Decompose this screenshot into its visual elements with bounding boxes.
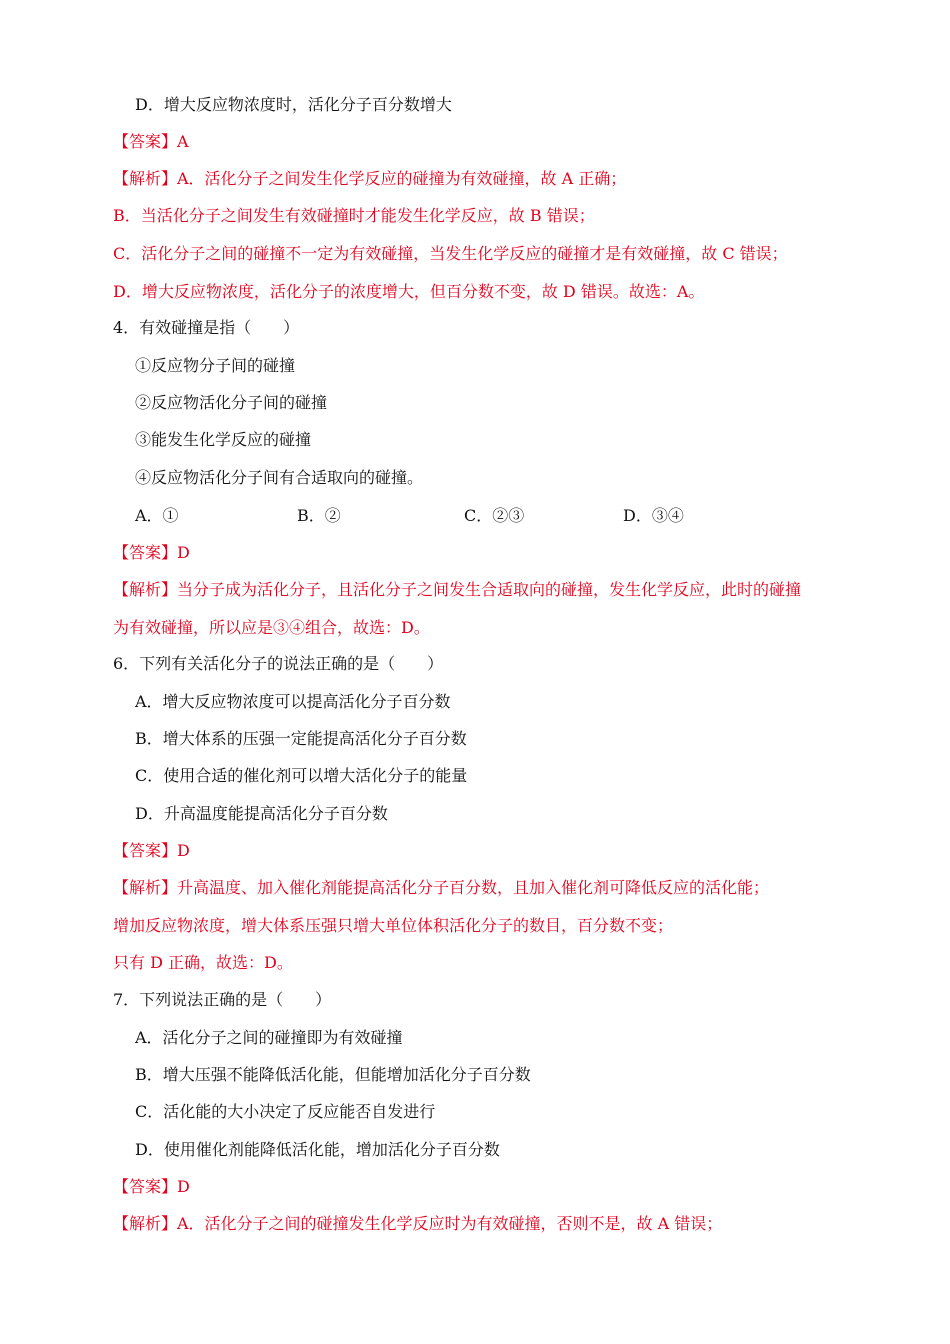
- q4-statement-1: ①反应物分子间的碰撞: [135, 356, 296, 375]
- q3-explanation-a: 【解析】A．活化分子之间发生化学反应的碰撞为有效碰撞，故 A 正确；: [113, 169, 627, 188]
- q6-option-c: C．使用合适的催化剂可以增大活化分子的能量: [135, 766, 468, 785]
- q7-option-c: C．活化能的大小决定了反应能否自发进行: [135, 1102, 436, 1121]
- q4-statement-2: ②反应物活化分子间的碰撞: [135, 393, 328, 412]
- q6-question: 6．下列有关活化分子的说法正确的是（ ）: [113, 654, 444, 673]
- q3-explanation-b: B．当活化分子之间发生有效碰撞时才能发生化学反应，故 B 错误；: [113, 206, 595, 225]
- q4-statement-3: ③能发生化学反应的碰撞: [135, 430, 312, 449]
- q3-option-d: D．增大反应物浓度时，活化分子百分数增大: [135, 95, 452, 114]
- q7-option-d: D．使用催化剂能降低活化能，增加活化分子百分数: [135, 1140, 500, 1159]
- q3-explanation-d: D．增大反应物浓度，活化分子的浓度增大，但百分数不变，故 D 错误。故选：A。: [113, 282, 705, 301]
- q6-explanation-2: 增加反应物浓度，增大体系压强只增大单位体积活化分子的数目，百分数不变；: [113, 916, 674, 935]
- q6-answer: 【答案】D: [113, 841, 190, 860]
- q4-explanation-2: 为有效碰撞，所以应是③④组合，故选：D。: [113, 618, 430, 637]
- q7-answer: 【答案】D: [113, 1177, 190, 1196]
- q3-answer: 【答案】A: [113, 132, 189, 151]
- q3-explanation-c: C．活化分子之间的碰撞不一定为有效碰撞，当发生化学反应的碰撞才是有效碰撞，故 C 错误；: [113, 244, 788, 263]
- q6-option-b: B．增大体系的压强一定能提高活化分子百分数: [135, 729, 467, 748]
- q4-option-b: B．②: [297, 506, 341, 525]
- q7-option-b: B．增大压强不能降低活化能，但能增加活化分子百分数: [135, 1065, 531, 1084]
- q6-option-d: D．升高温度能提高活化分子百分数: [135, 804, 388, 823]
- q6-explanation-3: 只有 D 正确，故选：D。: [113, 953, 293, 972]
- q6-option-a: A．增大反应物浓度可以提高活化分子百分数: [135, 692, 451, 711]
- q7-option-a: A．活化分子之间的碰撞即为有效碰撞: [135, 1028, 403, 1047]
- q7-question: 7．下列说法正确的是（ ）: [113, 990, 332, 1009]
- q4-statement-4: ④反应物活化分子间有合适取向的碰撞。: [135, 468, 424, 487]
- q6-explanation-1: 【解析】升高温度、加入催化剂能提高活化分子百分数，且加入催化剂可降低反应的活化能；: [113, 878, 770, 897]
- q4-explanation-1: 【解析】当分子成为活化分子，且活化分子之间发生合适取向的碰撞，发生化学反应，此时的碰撞: [113, 580, 802, 599]
- q4-option-c: C．②③: [464, 506, 525, 525]
- q4-question: 4．有效碰撞是指（ ）: [113, 318, 300, 337]
- q4-answer: 【答案】D: [113, 543, 190, 562]
- q7-explanation-a: 【解析】A．活化分子之间的碰撞发生化学反应时为有效碰撞，否则不是，故 A 错误；: [113, 1214, 723, 1233]
- q4-option-d: D．③④: [623, 506, 684, 525]
- q4-option-a: A．①: [135, 506, 179, 525]
